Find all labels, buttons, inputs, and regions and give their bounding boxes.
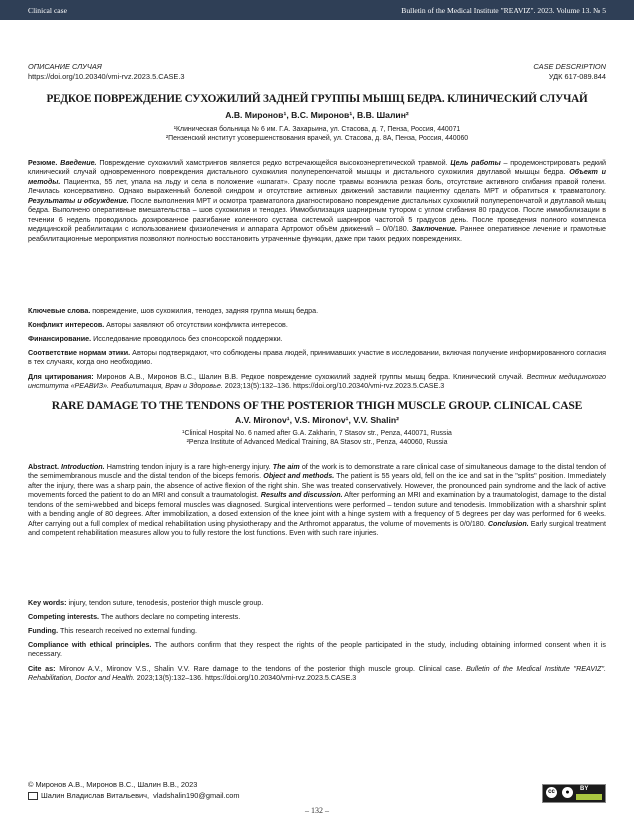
- keywords-ru: Ключевые слова. повреждение, шов сухожилия, тенодез, задняя группа мышц бедра.: [28, 307, 319, 315]
- abstract-en: Abstract. Introduction. Hamstring tendon injury is a rare high-energy injury. The aim of the work is to demonstrate a rare clinical case of simultaneous damage to the distal tendon of the semimembranous muscle and the distal tendon of the biceps femoris. Object and methods. The patient is 55 years old, fell on the ice and sat in the "splits" position. Immediately after the injury, there was a sharp pain, the absence of active flexion of the right shin. She was treated conservatively. However, the pronounced pain syndrome and the lack of active movements forced the patient to do an MRI and consult a traumatologist. Results and discussion. After performing an MRI and examination by a traumatologist, damage to the distal tendons of the semi-webbed and biceps femoral muscles was diagnosed. Surgical interventions were performed – tendon suture and tenodesis. Immobilization with a sharshnir splint with a bending angle of 80 degrees. After immobilization, a dosed extension of the knee joint with a hinge system with a frequency of 5 degrees per day was performed for 6 weeks. After carrying out a full complex of medical rehabilitation using physiotherapy and the Arthromot apparatus, the volume of movements is 0/0/180. Conclusion. Early surgical treatment and competent rehabilitation measures allow you to fully restore the lost functions. Even with such rare injuries.: [28, 463, 607, 538]
- citation-ru: Для цитирования: Миронов А.В., Миронов В.С., Шалин В.В. Редкое повреждение сухожилий задней группы мышц бедра. Клинический случай. Вестник медицинского института «РЕАВИЗ». Реабилитация, Врач и Здоровье. 2023;13(5):132–136. https://doi.org/10.20340/vmi-rvz.2023.5.CASE.3: [28, 373, 606, 391]
- abstract-ru: Резюме. Введение. Повреждение сухожилий хамстрингов является редко встречающейся высокоэнергетической травмой. Цель работы – продемонстрировать редкий клинический случай одновременного повреждения дистального сухожилия полуперепончатой мышцы и дистального сухожилия двуглавой мышцы бедра. Объект и методы. Пациентка, 55 лет, упала на льду и села в положение «шпагат». Сразу после травмы возникла резкая боль, отсутствие активного сгибания правой голени. Лечилась консервативно. Однако выраженный болевой синдром и отсутствие активных движений заставили пациентку сделать МРТ и обратиться к травматологу. Результаты и обсуждение. После выполнения МРТ и осмотра травматолога диагностировано повреждение дистальных сухожилий полуперепончатой и двуглавой мышц бедра. Выполнено оперативные вмешательства – шов сухожилия и тенодез. Иммобилизация шарнирным тутором с углом сгибания 80 градусов. После иммобилизации в течении 6 недель проводилось дозированное разгибание коленного сустава системой шарниров частотой 5 градусов день. После проведения полного комплекса медицинской реабилитации с использованием физиолечения и аппарата Артромот объём движений – 0/0/180. Заключение. Раннее оперативное лечение и грамотные реабилитационные мероприятия позволяют полностью восстановить утраченные функции, даже при таких редких повреждениях.: [28, 159, 607, 243]
- conflict-ru: Конфликт интересов. Авторы заявляют об отсутствии конфликта интересов.: [28, 321, 288, 329]
- title-en: RARE DAMAGE TO THE TENDONS OF THE POSTERIOR THIGH MUSCLE GROUP. CLINICAL CASE: [51, 399, 583, 412]
- affiliations-ru: [20, 125, 614, 143]
- cc-by-label: BY: [580, 786, 589, 792]
- affiliation-1-en: ¹Clinical Hospital No. 6 named after G.A. Zakharin, 7 Stasov str., Penza, 440071, Russia: [182, 430, 452, 437]
- affiliations-en: [20, 429, 614, 447]
- authors-en: A.V. Mironov¹, V.S. Mironov¹, V.V. Shalin²: [235, 415, 399, 425]
- ethics-ru: Соответствие нормам этики. Авторы подтверждают, что соблюдены права людей, принимавших участие в исследовании, включая получение информированного согласия в тех случаях, когда оно необходимо.: [28, 349, 607, 367]
- footer: [28, 780, 240, 801]
- running-header: [0, 0, 634, 20]
- envelope-icon: [28, 792, 38, 800]
- competing-interests-en: Competing interests. The authors declare no competing interests.: [28, 613, 241, 621]
- authors-ru: А.В. Миронов¹, В.С. Миронов¹, В.В. Шалин²: [225, 110, 409, 120]
- funding-en: Funding. This research received no external funding.: [28, 627, 197, 635]
- running-header-left: Clinical case: [28, 6, 68, 15]
- title-ru: РЕДКОЕ ПОВРЕЖДЕНИЕ СУХОЖИЛИЙ ЗАДНЕЙ ГРУППЫ МЫШЦ БЕДРА. КЛИНИЧЕСКИЙ СЛУЧАЙ: [46, 93, 588, 105]
- ethics-en: Compliance with ethical principles. The authors confirm that they respect the rights of the people participated in the study, including obtaining informed consent when it is necessary.: [28, 641, 606, 659]
- article-type-ru: ОПИСАНИЕ СЛУЧАЯ: [28, 62, 102, 71]
- page-number: – 132 –: [305, 806, 329, 815]
- affiliation-2-ru: ²Пензенский институт усовершенствования врачей, ул. Стасова, д. 8А, Пенза, Россия, 440060: [165, 135, 469, 142]
- doi-link[interactable]: https://doi.org/10.20340/vmi-rvz.2023.5.CASE.3: [28, 71, 185, 81]
- copyright-line: © Миронов А.В., Миронов В.С., Шалин В.В., 2023: [28, 780, 198, 789]
- cc-license-badge[interactable]: [542, 784, 606, 803]
- keywords-en: Key words: injury, tendon suture, tenodesis, posterior thigh muscle group.: [28, 599, 264, 607]
- contact-email[interactable]: vladshalin190@gmail.com: [153, 790, 240, 800]
- abstract-label-en: Abstract.: [28, 463, 59, 471]
- affiliation-1-ru: ¹Клиническая больница № 6 им. Г.А. Захарьина, ул. Стасова, д. 7, Пенза, Россия, 440071: [173, 126, 461, 133]
- funding-ru: Финансирование. Исследование проводилось без спонсорской поддержки.: [28, 335, 283, 343]
- citation-en: Cite as: Mironov A.V., Mironov V.S., Shalin V.V. Rare damage to the tendons of the posterior thigh muscle group. Clinical case. Bulletin of the Medical Institute "REAVIZ". Rehabilitation, Doctor and Health. 2023;13(5):132–136. https://doi.org/10.20340/vmi-rvz.2023.5.CASE.3: [28, 665, 606, 683]
- running-header-right: Bulletin of the Medical Institute "REAVIZ". 2023. Volume 13. № 5: [401, 6, 606, 15]
- affiliation-2-en: ²Penza Institute of Advanced Medical Training, 8A Stasov str., Penza, 440060, Russia: [186, 439, 448, 446]
- cc-icon: cc: [546, 787, 557, 798]
- contact-line: Шалин Владислав Витальевич, vladshalin190@gmail.com: [28, 791, 240, 802]
- attribution-person-icon: ●: [562, 787, 573, 798]
- abstract-label-ru: Резюме.: [28, 159, 58, 167]
- article-type-en: CASE DESCRIPTION: [533, 62, 606, 71]
- udc-code: УДК 617-089.844: [548, 71, 606, 81]
